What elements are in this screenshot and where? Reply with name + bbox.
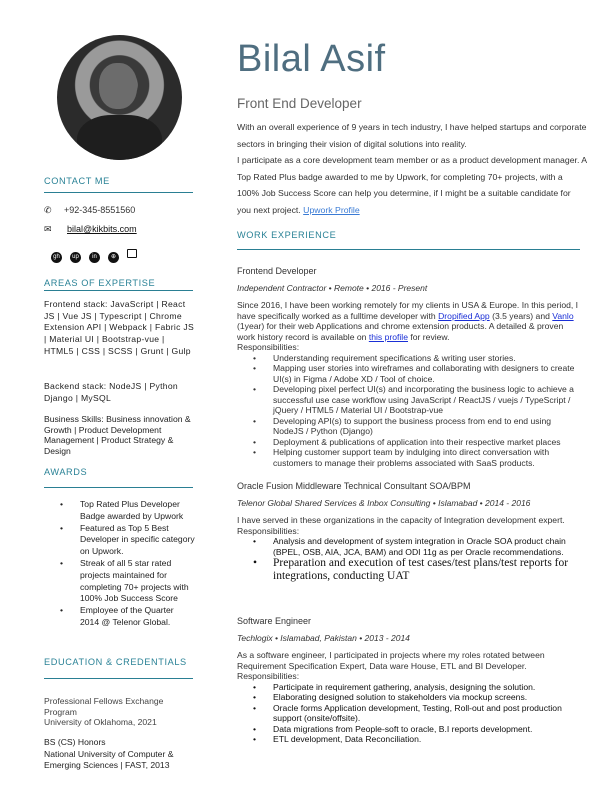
job-entry bbox=[237, 481, 582, 583]
list-item: • Elaborating designed solution to stakeholders via mockup screens. bbox=[273, 692, 582, 703]
summary-paragraph: I participate as a core development team member or as a product development manager. A Top Rated Plus badge awarded to me by Upwork, for completing 70+ projects, with a 100% Job Success Score can help you determine, if I might be a suitable candidate for you next project. bbox=[237, 155, 587, 215]
candidate-name: Bilal Asif bbox=[237, 38, 386, 80]
divider bbox=[44, 678, 193, 679]
globe-icon[interactable]: ⊕ bbox=[108, 252, 119, 263]
upwork-icon[interactable]: up bbox=[70, 252, 81, 263]
education-title: BS (CS) Honors bbox=[44, 737, 106, 747]
job-description: I have served in these organizations in the capacity of Integration development expert. bbox=[237, 515, 565, 525]
job-subtitle: Techlogix • Islamabad, Pakistan • 2013 - 2014 bbox=[237, 633, 410, 643]
education-heading: EDUCATION & CREDENTIALS bbox=[44, 657, 187, 667]
candidate-title: Front End Developer bbox=[237, 96, 362, 111]
divider bbox=[44, 192, 193, 193]
job-title: Software Engineer bbox=[237, 616, 312, 626]
job-description: for review. bbox=[408, 331, 450, 342]
list-item: • Mapping user stories into wireframes and collaborating with designers to create UI(s) in Figma / Adobe XD / Tool of choice. bbox=[273, 363, 582, 384]
social-icons bbox=[51, 249, 145, 263]
linkedin-icon[interactable]: in bbox=[89, 252, 100, 263]
list-item: • Understanding requirement specifications & writing user stories. bbox=[273, 353, 582, 364]
list-item: • Deployment & publications of application into their respective market places bbox=[273, 437, 582, 448]
job-title: Frontend Developer bbox=[237, 266, 317, 276]
list-item: • Oracle forms Application development, Testing, Roll-out and post production support (onsite/offsite). bbox=[273, 703, 582, 724]
expertise-heading: AREAS OF EXPERTISE bbox=[44, 278, 156, 288]
list-item: • Preparation and execution of test cases/test plans/test reports for integrations, conducting UAT bbox=[273, 557, 582, 583]
vanlo-link[interactable]: Vanlo bbox=[552, 310, 574, 321]
education-title: Professional Fellows Exchange Program bbox=[44, 696, 164, 717]
divider bbox=[44, 290, 193, 291]
frontend-stack: Frontend stack: JavaScript | React JS | Vue JS | Typescript | Chrome Extension API | Webpack | Fabric JS | Material UI | Bootstrap-vue | HTML5 | CSS | SCSS | Grunt | Gulp bbox=[44, 299, 194, 356]
education-entry bbox=[44, 696, 194, 728]
upwork-profile-link[interactable]: Upwork Profile bbox=[303, 204, 360, 215]
divider bbox=[44, 487, 193, 488]
responsibilities-list bbox=[273, 682, 582, 745]
calendar-icon[interactable] bbox=[127, 249, 137, 258]
job-subtitle: Independent Contractor • Remote • 2016 - Present bbox=[237, 283, 428, 293]
phone-icon: ✆ bbox=[44, 205, 52, 215]
contact-heading: CONTACT ME bbox=[44, 176, 110, 186]
job-description: (1year) for their web Applications and chrome extension products. A detailed & proven work history record is available on bbox=[237, 321, 564, 342]
responsibilities-label: Responsibilities: bbox=[237, 342, 300, 352]
business-skills: Business Skills: Business innovation & Growth | Product Development Management | Product Strategy & Design bbox=[44, 414, 191, 456]
work-heading: WORK EXPERIENCE bbox=[237, 230, 337, 240]
list-item: • Data migrations from People-soft to oracle, B.I reports development. bbox=[273, 724, 582, 735]
job-description: As a software engineer, I participated in projects where my roles rotated between Requirement Specification Expert, Data ware House, ETL and BI Developer. bbox=[237, 650, 545, 671]
award-item: • Top Rated Plus Developer Badge awarded by Upwork bbox=[80, 499, 195, 523]
responsibilities-label: Responsibilities: bbox=[237, 525, 300, 536]
responsibilities-list bbox=[273, 536, 582, 583]
awards-list bbox=[80, 499, 195, 629]
github-icon[interactable]: gh bbox=[51, 252, 62, 263]
education-school: University of Oklahoma, 2021 bbox=[44, 717, 157, 727]
education-entry bbox=[44, 737, 199, 772]
summary-paragraph: With an overall experience of 9 years in tech industry, I have helped startups and corporate sectors in bringing their vision of digital solutions into reality. bbox=[237, 122, 587, 149]
phone-number: +92-345-8551560 bbox=[64, 205, 136, 215]
job-entry bbox=[237, 266, 582, 468]
backend-stack: Backend stack: NodeJS | Python Django | MySQL bbox=[44, 381, 178, 403]
list-item: • ETL development, Data Reconciliation. bbox=[273, 734, 582, 745]
responsibilities-label: Responsibilities: bbox=[237, 671, 300, 681]
profile-photo bbox=[57, 35, 182, 160]
job-entry bbox=[237, 616, 582, 745]
email-row bbox=[44, 224, 137, 235]
responsibilities-list bbox=[273, 353, 582, 469]
award-item: • Employee of the Quarter 2014 @ Telenor Global. bbox=[80, 605, 195, 629]
award-item: • Featured as Top 5 Best Developer in specific category on Upwork. bbox=[80, 523, 195, 558]
envelope-icon: ✉ bbox=[44, 224, 52, 234]
job-description: (3.5 years) and bbox=[489, 310, 553, 321]
list-item: • Participate in requirement gathering, analysis, designing the solution. bbox=[273, 682, 582, 693]
dropified-link[interactable]: Dropified App bbox=[438, 310, 490, 321]
award-item: • Streak of all 5 star rated projects maintained for completing 70+ projects with 100% Job Success Score bbox=[80, 558, 195, 605]
job-description: Since 2016, I have been working remotely for my clients in USA & Europe. In this period, I have specifically worked as a fulltime developer with bbox=[237, 300, 579, 321]
job-title: Oracle Fusion Middleware Technical Consultant SOA/BPM bbox=[237, 481, 471, 491]
list-item: • Analysis and development of system integration in Oracle SOA product chain (BPEL, OSB, AIA, JCA, BAM) and ODI 11g as per Oracle recommendations. bbox=[273, 536, 582, 557]
summary bbox=[237, 119, 587, 218]
phone-row bbox=[44, 205, 135, 216]
divider bbox=[237, 249, 580, 250]
list-item: • Helping customer support team by indulging into direct conversation with customers to manage their problems associated with SaaS products. bbox=[273, 447, 582, 468]
list-item: • Developing API(s) to support the business process from end to end using NodeJS / Python (Django) bbox=[273, 416, 582, 437]
list-item: • Developing pixel perfect UI(s) and incorporating the business logic to achieve a successful use case workflow using JavaScript / ReactJS / vuejs / TypeScript / jQuery / HTML5 / Material UI / Bootstrap-vue bbox=[273, 384, 582, 416]
awards-heading: AWARDS bbox=[44, 467, 88, 477]
profile-link[interactable]: this profile bbox=[368, 331, 408, 342]
job-subtitle: Telenor Global Shared Services & Inbox Consulting • Islamabad • 2014 - 2016 bbox=[237, 498, 531, 508]
email-link[interactable]: bilal@kikbits.com bbox=[67, 224, 137, 234]
education-school: National University of Computer & Emerging Sciences | FAST, 2013 bbox=[44, 748, 174, 770]
